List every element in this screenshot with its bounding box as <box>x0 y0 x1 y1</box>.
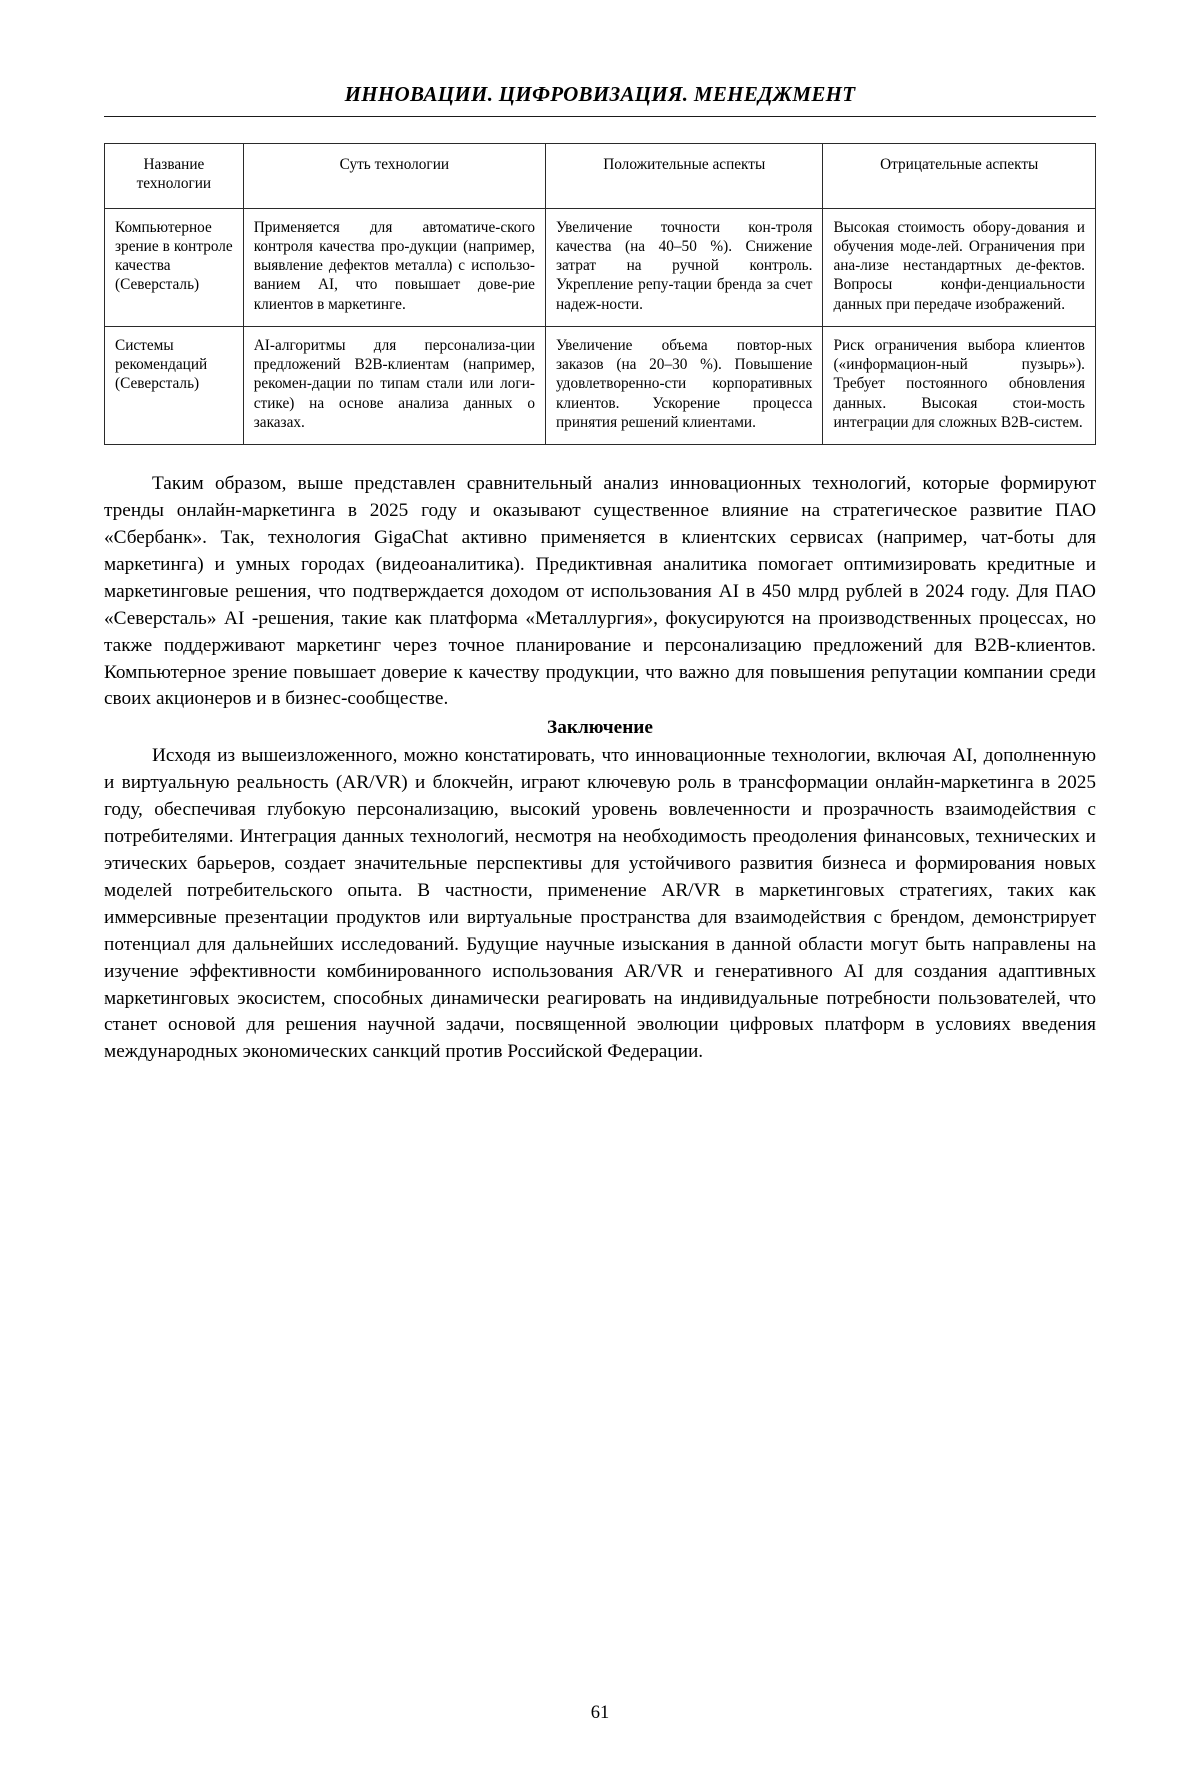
paragraph-conclusion: Исходя из вышеизложенного, можно констатировать, что инновационные технологии, включая AI, дополненную и виртуальную реальность (AR/VR) и блокчейн, играют ключевую роль в трансформации онлайн-маркетинга в 2025 году, обеспечивая глубокую персонализацию, высокий уровень вовлеченности и прозрачность взаимодействия с потребителями. Интеграция данных технологий, несмотря на необходимость преодоления финансовых, технических и этических барьеров, создает значительные перспективы для устойчивого развития бизнеса и формирования новых моделей потребительского опыта. В частности, применение AR/VR в маркетинговых стратегиях, таких как иммерсивные презентации продуктов или виртуальные пространства для взаимодействия с брендом, демонстрирует потенциал для дальнейших исследований. Будущие научные изыскания в данной области могут быть направлены на изучение эффективности комбинированного использования AR/VR и генеративного AI для создания адаптивных маркетинговых экосистем, способных динамически реагировать на индивидуальные потребности пользователей, что станет основой для решения научной задачи, посвященной эволюции цифровых платформ в условиях введения международных экономических санкций против Российской Федерации. <box>104 745 1096 1063</box>
column-header-essence: Суть технологии <box>243 144 545 209</box>
header-divider <box>104 116 1096 117</box>
cell-positive-aspects: Увеличение объема повтор-ных заказов (на 20–30 %). Повышение удовлетворенно-сти корпоративных клиентов. Ускорение процесса принятия решений клиентами. <box>545 326 822 444</box>
document-page <box>0 82 1200 1780</box>
column-header-name: Название технологии <box>105 144 244 209</box>
column-header-positive: Положительные аспекты <box>545 144 822 209</box>
running-header: ИННОВАЦИИ. ЦИФРОВИЗАЦИЯ. МЕНЕДЖМЕНТ <box>344 82 856 106</box>
technology-comparison-table <box>104 143 1096 445</box>
cell-negative-aspects: Риск ограничения выбора клиентов («информацион-ный пузырь»). Требует постоянного обновления данных. Высокая стои-мость интеграции для сложных B2B-систем. <box>823 326 1096 444</box>
cell-technology-essence: AI-алгоритмы для персонализа-ции предложений B2B-клиентам (например, рекомен-дации по типам стали или логи-стике) на основе анализа данных о заказах. <box>243 326 545 444</box>
cell-positive-aspects: Увеличение точности кон-троля качества (на 40–50 %). Снижение затрат на ручной контроль. Укрепление репу-тации бренда за счет надеж-ности. <box>545 208 822 326</box>
section-heading-conclusion: Заключение <box>547 717 653 739</box>
table-header-row <box>105 144 1096 209</box>
table-row <box>105 208 1096 326</box>
cell-technology-essence: Применяется для автоматиче-ского контроля качества про-дукции (например, выявление дефектов металла) с использо-ванием AI, что повышает дове-рие клиентов в маркетинге. <box>243 208 545 326</box>
cell-technology-name: Системы рекомендаций (Северсталь) <box>105 326 244 444</box>
column-header-negative: Отрицательные аспекты <box>823 144 1096 209</box>
paragraph-analysis-summary: Таким образом, выше представлен сравнительный анализ инновационных технологий, которые формируют тренды онлайн-маркетинга в 2025 году и оказывают существенное влияние на стратегическое развитие ПАО «Сбербанк». Так, технология GigaChat активно применяется в клиентских сервисах (например, чат-боты для маркетинга) и умных городах (видеоаналитика). Предиктивная аналитика помогает оптимизировать кредитные и маркетинговые решения, что подтверждается доходом от использования AI в 450 млрд рублей в 2024 году. Для ПАО «Северсталь» AI -решения, такие как платформа «Металлургия», фокусируются на производственных процессах, но также поддерживают маркетинг через точное планирование и персонализацию предложений для B2B-клиентов. Компьютерное зрение повышает доверие к качеству продукции, что важно для повышения репутации компании среди своих акционеров и в бизнес-сообществе. <box>104 473 1096 710</box>
cell-negative-aspects: Высокая стоимость обору-дования и обучения моде-лей. Ограничения при ана-лизе нестандартных де-фектов. Вопросы конфи-денциальности данных при передаче изображений. <box>823 208 1096 326</box>
page-number: 61 <box>590 1703 610 1723</box>
table-row <box>105 326 1096 444</box>
cell-technology-name: Компьютерное зрение в контроле качества (Северсталь) <box>105 208 244 326</box>
